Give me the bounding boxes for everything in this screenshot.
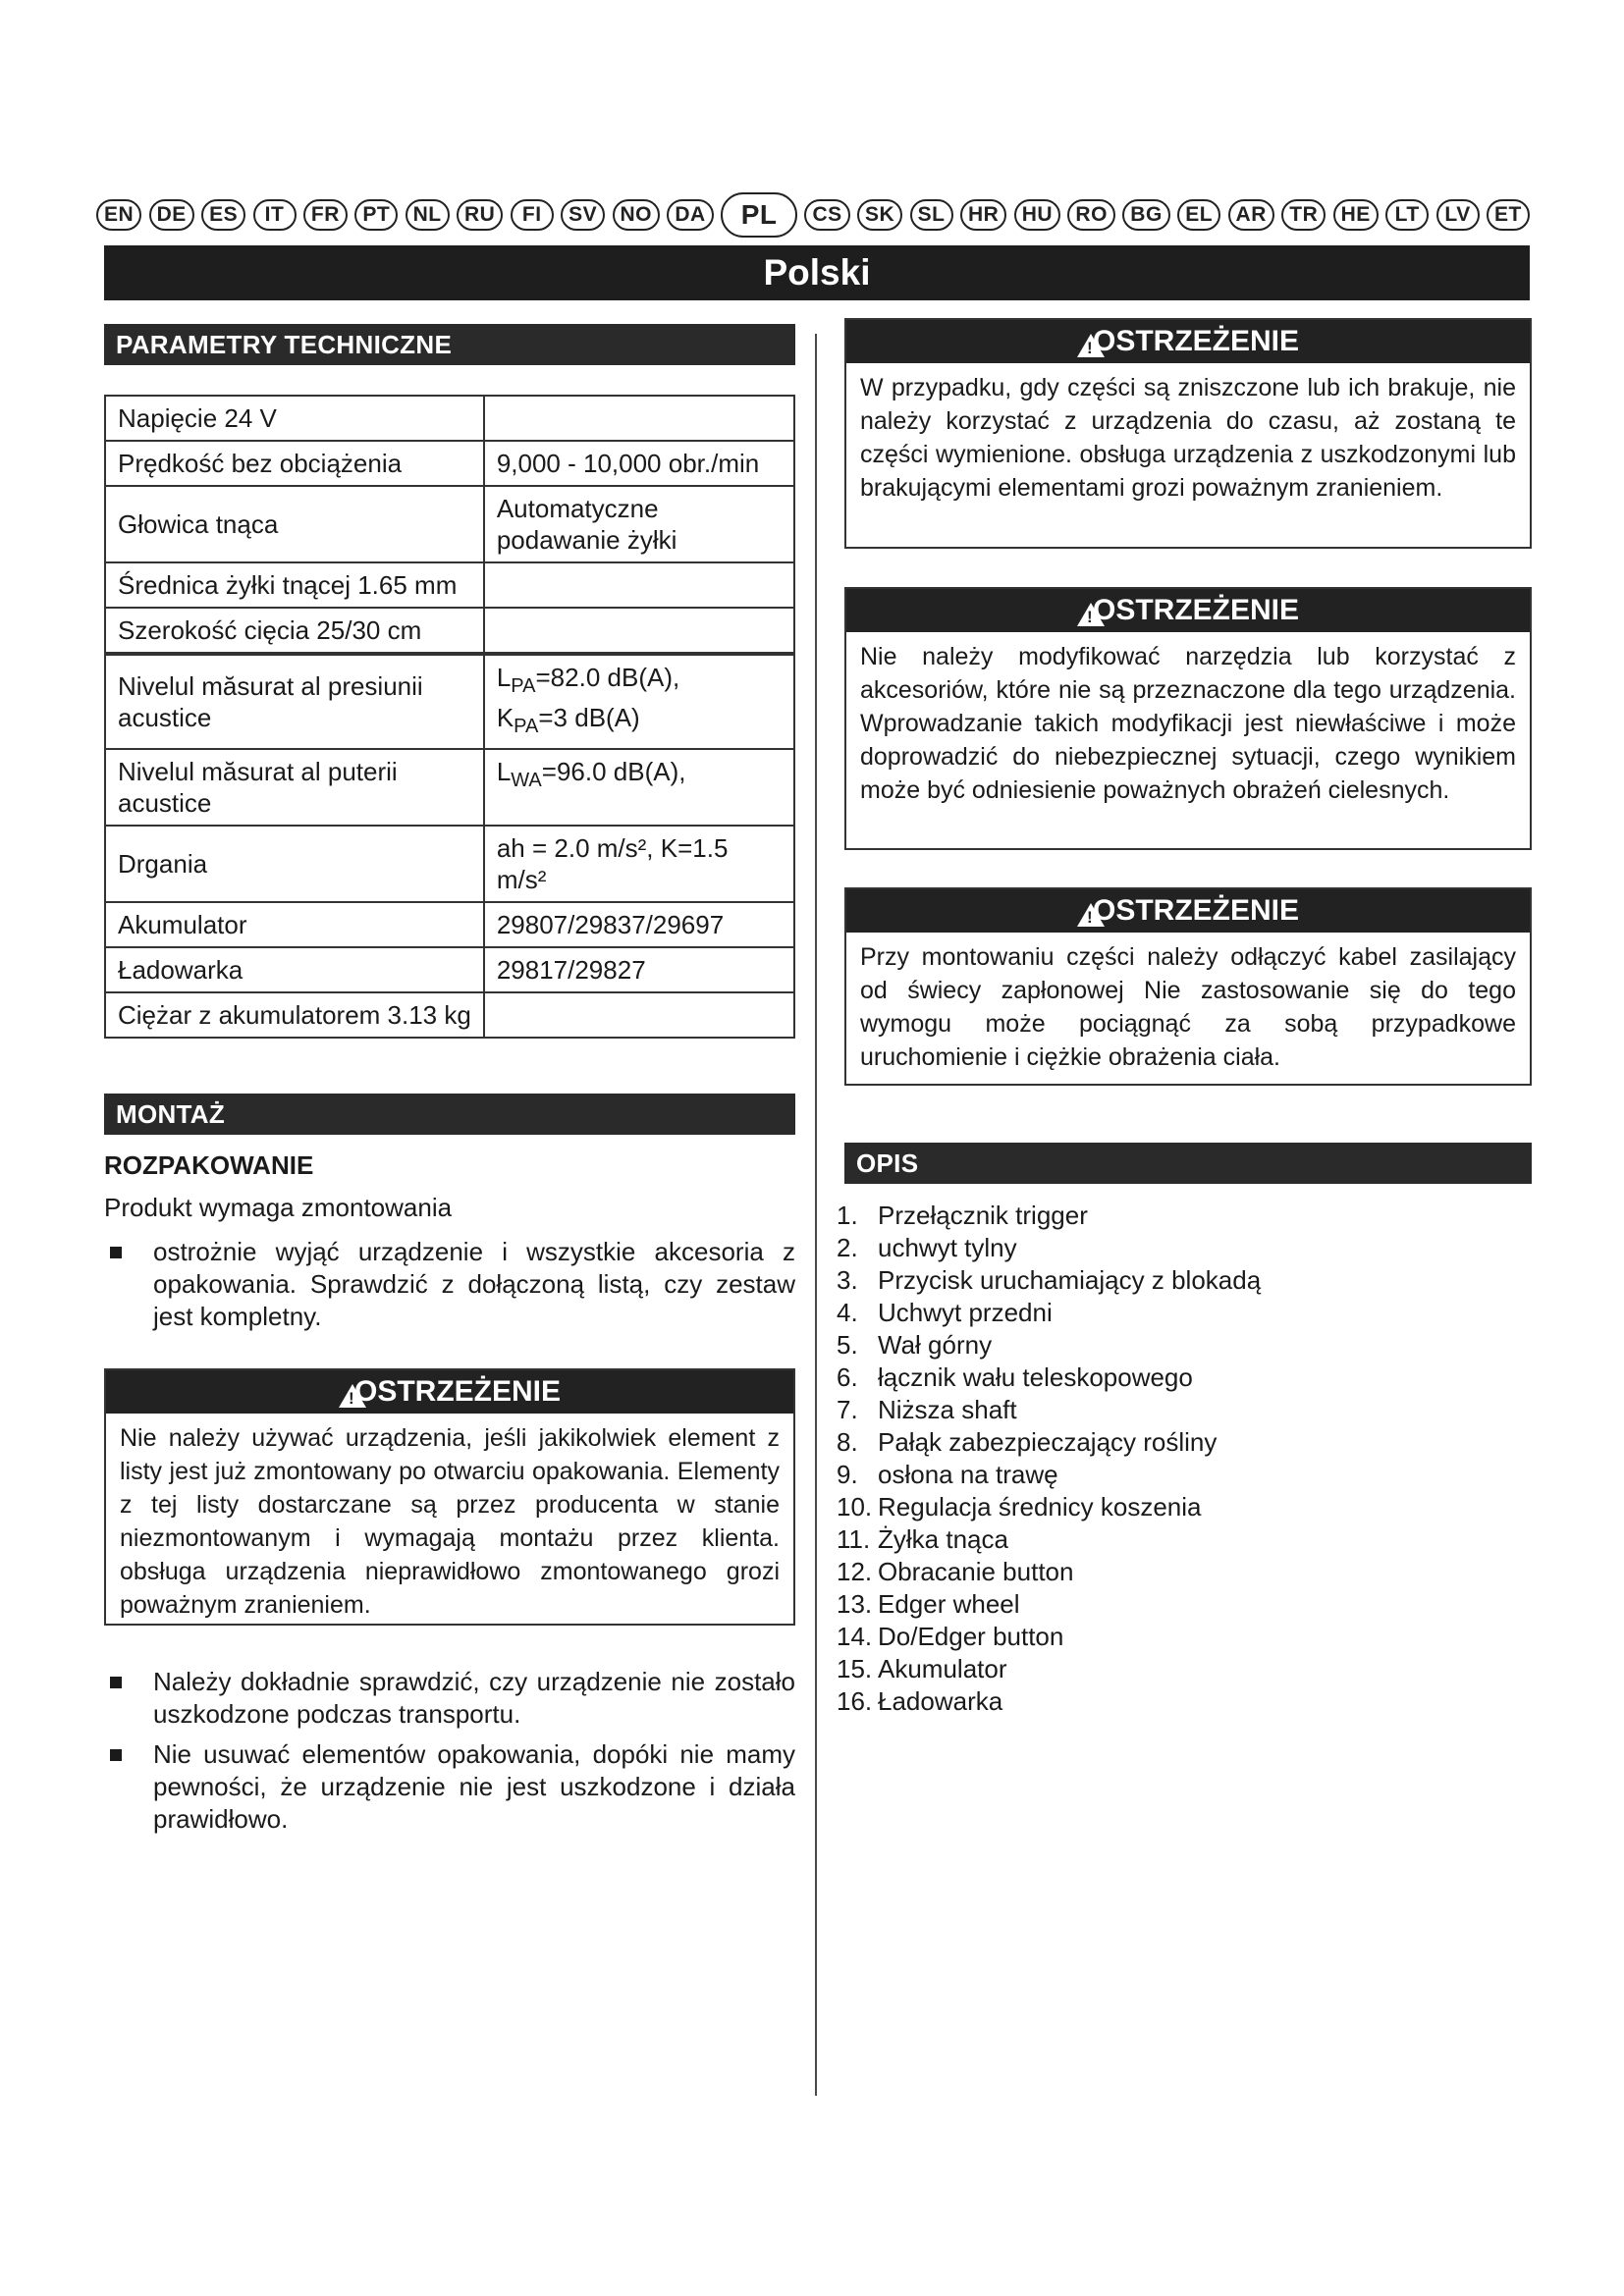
item-text: Do/Edger button — [878, 1622, 1064, 1651]
kpa-value — [497, 702, 782, 742]
spec-value: 9,000 - 10,000 obr./min — [484, 441, 794, 486]
item-text: Regulacja średnicy koszenia — [878, 1492, 1202, 1522]
spec-value — [484, 562, 794, 608]
item-number: 7. — [837, 1395, 858, 1424]
lang-tab-fr[interactable]: FR — [303, 199, 348, 231]
kpa-symbol: K — [496, 703, 514, 733]
lpa-number: =82.0 dB(A), — [535, 663, 680, 692]
lang-tab-hr[interactable]: HR — [960, 199, 1006, 231]
warning-header — [106, 1370, 793, 1414]
list-item — [837, 1297, 1261, 1329]
spec-row-head — [105, 486, 794, 562]
warning-triangle-icon — [1077, 334, 1105, 357]
lang-tab-lt[interactable]: LT — [1385, 199, 1429, 231]
warning-header — [846, 889, 1530, 933]
item-text: uchwyt tylny — [878, 1233, 1017, 1262]
lpa-symbol: L — [496, 663, 512, 692]
spec-label — [105, 654, 484, 749]
list-item — [837, 1426, 1261, 1459]
list-item — [837, 1329, 1261, 1362]
lang-tab-en[interactable]: EN — [96, 199, 141, 231]
lang-tab-sl[interactable]: SL — [910, 199, 953, 231]
warning-title: OSTRZEŻENIE — [1092, 894, 1299, 927]
lang-tab-ar[interactable]: AR — [1228, 199, 1274, 231]
spec-label: Ładowarka — [105, 947, 484, 992]
unpacking-heading: ROZPAKOWANIE — [104, 1150, 314, 1180]
opis-header-text: OPIS — [856, 1148, 919, 1178]
item-number: 5. — [837, 1330, 858, 1360]
spec-row-sound-pressure — [105, 654, 794, 749]
item-text: Ładowarka — [878, 1686, 1003, 1716]
item-text: osłona na trawę — [878, 1460, 1058, 1489]
opis-header — [844, 1143, 1532, 1184]
item-number: 9. — [837, 1460, 858, 1489]
bullet-check-damage — [104, 1666, 795, 1731]
lang-tab-sv[interactable]: SV — [561, 199, 605, 231]
spec-label: Akumulator — [105, 902, 484, 947]
item-text: Niższa shaft — [878, 1395, 1017, 1424]
item-number: 10. — [837, 1492, 873, 1522]
item-number: 12. — [837, 1557, 873, 1586]
list-item — [837, 1685, 1261, 1718]
spec-label: Szerokość cięcia 25/30 cm — [105, 608, 484, 654]
spec-value — [484, 654, 794, 749]
list-item — [837, 1491, 1261, 1523]
montaz-header — [104, 1094, 795, 1135]
item-text: Pałąk zabezpieczający rośliny — [878, 1427, 1218, 1457]
lang-tab-fi[interactable]: FI — [511, 199, 554, 231]
lwa-symbol: L — [496, 757, 512, 787]
lang-tab-sk[interactable]: SK — [857, 199, 902, 231]
warning-title: OSTRZEŻENIE — [353, 1375, 561, 1408]
spec-row-battery — [105, 902, 794, 947]
lang-tab-tr[interactable]: TR — [1281, 199, 1326, 231]
sound-pressure-label: Nivelul măsurat al presiunii acustice — [118, 671, 423, 733]
spec-value: 29807/29837/29697 — [484, 902, 794, 947]
warning-text: Nie należy używać urządzenia, jeśli jakikolwiek element z listy jest już zmontowany po otwarciu opakowania. Elementy z tej listy dostarczane są przez producenta w stanie niezmontowanym i wymagają montażu przez klienta. obsługa urządzenia nieprawidłowo zmontowanego grozi poważnym zranieniem. — [120, 1424, 780, 1619]
lang-tab-pt[interactable]: PT — [354, 199, 398, 231]
lang-tab-ru[interactable]: RU — [457, 199, 503, 231]
item-number: 3. — [837, 1265, 858, 1295]
specs-header — [104, 324, 795, 365]
spec-label: Średnica żyłki tnącej 1.65 mm — [105, 562, 484, 608]
lang-tab-it[interactable]: IT — [253, 199, 297, 231]
lang-tab-he[interactable]: HE — [1333, 199, 1379, 231]
spec-row-weight — [105, 992, 794, 1038]
lpa-value — [497, 662, 782, 702]
warning-box-spark-plug — [844, 887, 1532, 1086]
lang-tab-ro[interactable]: RO — [1067, 199, 1115, 231]
spec-row-vibration — [105, 826, 794, 902]
bullet-square-icon — [110, 1677, 122, 1688]
warning-box-assembled-parts — [104, 1368, 795, 1626]
bullet-square-icon — [110, 1749, 122, 1761]
lwa-subscript: WA — [511, 770, 542, 792]
item-number: 6. — [837, 1362, 858, 1392]
item-text: łącznik wału teleskopowego — [878, 1362, 1193, 1392]
list-item — [837, 1621, 1261, 1653]
warning-text: Przy montowaniu części należy odłączyć kabel zasilający od świecy zapłonowej Nie zastosowanie się do tego wymogu może pociągnąć za sobą przypadkowe uruchomienie i ciężkie obrażenia ciała. — [860, 943, 1516, 1071]
lang-tab-bg[interactable]: BG — [1122, 199, 1170, 231]
spec-value — [484, 608, 794, 654]
item-text: Żyłka tnąca — [878, 1524, 1008, 1554]
warning-header — [846, 320, 1530, 363]
item-text: Przycisk uruchamiający z blokadą — [878, 1265, 1262, 1295]
lang-tab-no[interactable]: NO — [613, 199, 661, 231]
item-number: 1. — [837, 1201, 858, 1230]
list-item — [837, 1264, 1261, 1297]
list-item — [837, 1556, 1261, 1588]
montaz-header-text: MONTAŻ — [116, 1098, 226, 1129]
lwa-number: =96.0 dB(A), — [541, 757, 686, 787]
lang-tab-pl-active[interactable]: PL — [721, 192, 797, 238]
bullet-square-icon — [110, 1247, 122, 1258]
spec-label: Nivelul măsurat al puterii acustice — [105, 749, 484, 826]
spec-label: Drgania — [105, 826, 484, 902]
warning-header — [846, 589, 1530, 632]
item-number: 14. — [837, 1622, 873, 1651]
lang-tab-es[interactable]: ES — [201, 199, 245, 231]
list-item — [837, 1523, 1261, 1556]
item-number: 2. — [837, 1233, 858, 1262]
bullet-text: Należy dokładnie sprawdzić, czy urządzenie nie zostało uszkodzone podczas transportu. — [153, 1667, 795, 1729]
spec-row-charger — [105, 947, 794, 992]
warning-triangle-icon — [1077, 603, 1105, 626]
item-number: 4. — [837, 1298, 858, 1327]
item-number: 8. — [837, 1427, 858, 1457]
item-number: 16. — [837, 1686, 873, 1716]
kpa-number: =3 dB(A) — [538, 703, 640, 733]
lang-tab-nl[interactable]: NL — [406, 199, 450, 231]
list-item — [837, 1588, 1261, 1621]
warning-triangle-icon — [339, 1384, 366, 1408]
spec-value — [484, 992, 794, 1038]
item-text: Wał górny — [878, 1330, 993, 1360]
item-number: 13. — [837, 1589, 873, 1619]
bullet-text: Nie usuwać elementów opakowania, dopóki nie mamy pewności, że urządzenie nie jest uszkodzone i działa prawidłowo. — [153, 1739, 795, 1834]
lang-tab-hu[interactable]: HU — [1014, 199, 1060, 231]
spec-row-sound-power — [105, 749, 794, 826]
warning-text: W przypadku, gdy części są zniszczone lub ich brakuje, nie należy korzystać z urządzenia do czasu, aż zostaną te części wymienione. obsługa urządzenia z uszkodzonymi lub brakującymi elementami grozi poważnym zranieniem. — [860, 374, 1516, 502]
warning-text: Nie należy modyfikować narzędzia lub korzystać z akcesoriów, które nie są przeznaczone dla tego urządzenia. Wprowadzanie takich modyfikacji jest niewłaściwe i może doprowadzić do niebezpiecznej sytuacji, czego wynikiem może być odniesienie poważnych obrażeń cielesnych. — [860, 643, 1516, 804]
item-number: 11. — [837, 1524, 871, 1554]
item-text: Uchwyt przedni — [878, 1298, 1053, 1327]
item-text: Edger wheel — [878, 1589, 1020, 1619]
item-number: 15. — [837, 1654, 873, 1683]
warning-box-modification — [844, 587, 1532, 850]
lang-tab-el[interactable]: EL — [1177, 199, 1220, 231]
spec-label: Napięcie 24 V — [105, 396, 484, 441]
item-text: Akumulator — [878, 1654, 1007, 1683]
spec-value — [484, 749, 794, 826]
warning-title: OSTRZEŻENIE — [1092, 594, 1299, 626]
spec-value: Automatyczne podawanie żyłki — [484, 486, 794, 562]
spec-label: Głowica tnąca — [105, 486, 484, 562]
spec-row-cut-width — [105, 608, 794, 654]
lang-tab-de[interactable]: DE — [149, 199, 194, 231]
warning-title: OSTRZEŻENIE — [1092, 325, 1299, 357]
lang-tab-cs[interactable]: CS — [804, 199, 849, 231]
kpa-subscript: PA — [514, 716, 539, 738]
spec-label: Prędkość bez obciążenia — [105, 441, 484, 486]
list-item — [837, 1459, 1261, 1491]
assembly-required-text: Produkt wymaga zmontowania — [104, 1193, 453, 1222]
list-item — [837, 1653, 1261, 1685]
specs-header-text: PARAMETRY TECHNICZNE — [116, 329, 453, 359]
language-tabs — [96, 192, 1530, 238]
list-item — [837, 1200, 1261, 1232]
warning-triangle-icon — [1077, 903, 1105, 927]
spec-table — [104, 395, 795, 1039]
warning-box-damaged-parts — [844, 318, 1532, 549]
lang-tab-et[interactable]: ET — [1487, 199, 1530, 231]
spec-row-speed — [105, 441, 794, 486]
spec-value: ah = 2.0 m/s², K=1.5 m/s² — [484, 826, 794, 902]
spec-row-voltage — [105, 396, 794, 441]
lang-tab-lv[interactable]: LV — [1436, 199, 1480, 231]
item-text: Obracanie button — [878, 1557, 1074, 1586]
bullet-packaging — [104, 1738, 795, 1836]
lang-tab-da[interactable]: DA — [667, 199, 713, 231]
item-text: Przełącznik trigger — [878, 1201, 1088, 1230]
page-title-bar — [104, 245, 1530, 300]
list-item — [837, 1232, 1261, 1264]
bullet-text: ostrożnie wyjąć urządzenie i wszystkie akcesoria z opakowania. Sprawdzić z dołączoną listą, czy zestaw jest kompletny. — [153, 1237, 795, 1331]
spec-value — [484, 396, 794, 441]
spec-label: Ciężar z akumulatorem 3.13 kg — [105, 992, 484, 1038]
spec-value: 29817/29827 — [484, 947, 794, 992]
list-item — [837, 1394, 1261, 1426]
column-divider — [815, 334, 817, 2096]
bullet-unpack — [104, 1236, 795, 1333]
parts-list — [837, 1200, 1261, 1718]
page-title: Polski — [763, 252, 871, 293]
list-item — [837, 1362, 1261, 1394]
lpa-subscript: PA — [511, 675, 536, 698]
spec-row-line-diameter — [105, 562, 794, 608]
